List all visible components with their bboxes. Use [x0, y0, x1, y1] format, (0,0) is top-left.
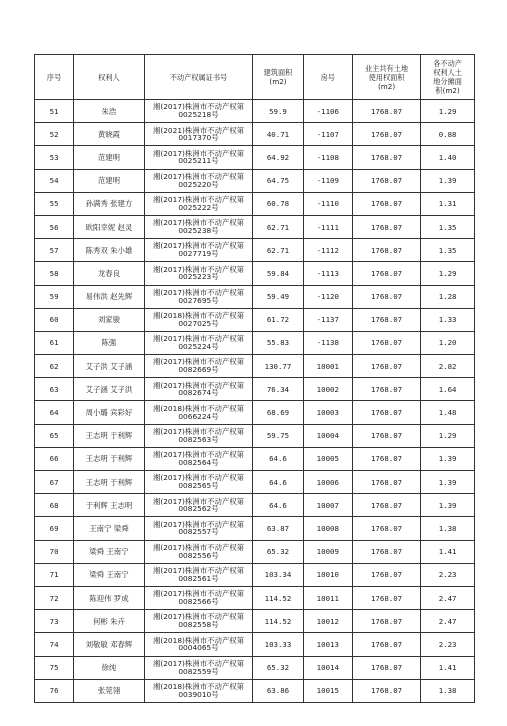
cell-area: 60.78 — [253, 192, 303, 215]
cell-area: 59.75 — [253, 424, 303, 447]
cell-owner: 陈迎伟 罗成 — [74, 586, 145, 609]
cell-cert: 湘(2018)株洲市不动产权第 0004065号 — [144, 633, 253, 656]
cell-cert: 湘(2017)株洲市不动产权第 0082557号 — [144, 517, 253, 540]
cell-land: 1768.07 — [352, 494, 420, 517]
cell-seq: 55 — [35, 192, 74, 215]
cell-room: 10008 — [303, 517, 352, 540]
cell-land: 1768.07 — [352, 517, 420, 540]
cell-room: -1110 — [303, 192, 352, 215]
table-row — [35, 424, 475, 447]
cell-cert: 湘(2017)株洲市不动产权第 0082558号 — [144, 610, 253, 633]
cell-owner: 周小璐 宾彩好 — [74, 401, 145, 424]
cell-cert: 湘(2017)株洲市不动产权第 0082566号 — [144, 586, 253, 609]
cell-share: 1.39 — [421, 447, 475, 470]
cell-room: -1109 — [303, 169, 352, 192]
cell-area: 103.34 — [253, 563, 303, 586]
cell-owner: 孙满秀 张建方 — [74, 192, 145, 215]
header-share: 各不动产 权利人土 地分摊面 积(m2) — [421, 55, 475, 100]
cell-share: 1.31 — [421, 192, 475, 215]
cell-owner: 朱浩 — [74, 100, 145, 123]
cell-area: 65.32 — [253, 656, 303, 679]
cell-area: 64.75 — [253, 169, 303, 192]
cell-owner: 龙春良 — [74, 262, 145, 285]
cell-share: 1.48 — [421, 401, 475, 424]
cell-seq: 72 — [35, 586, 74, 609]
cell-seq: 56 — [35, 215, 74, 238]
table-row — [35, 517, 475, 540]
cell-room: -1138 — [303, 331, 352, 354]
cell-owner: 张莞翎 — [74, 679, 145, 702]
table-body — [35, 100, 475, 703]
cell-cert: 湘(2017)株洲市不动产权第 0025222号 — [144, 192, 253, 215]
cell-cert: 湘(2017)株洲市不动产权第 0025218号 — [144, 100, 253, 123]
cell-seq: 62 — [35, 355, 74, 378]
cell-room: -1111 — [303, 215, 352, 238]
cell-land: 1768.07 — [352, 262, 420, 285]
cell-cert: 湘(2021)株洲市不动产权第 0017370号 — [144, 123, 253, 146]
cell-area: 62.71 — [253, 239, 303, 262]
cell-owner: 王南宁 梁舜 — [74, 517, 145, 540]
cell-land: 1768.07 — [352, 169, 420, 192]
cell-room: 10013 — [303, 633, 352, 656]
cell-seq: 64 — [35, 401, 74, 424]
cell-share: 2.23 — [421, 563, 475, 586]
table-row — [35, 494, 475, 517]
cell-room: -1106 — [303, 100, 352, 123]
table-row — [35, 169, 475, 192]
cell-seq: 63 — [35, 378, 74, 401]
table-row — [35, 633, 475, 656]
cell-seq: 76 — [35, 679, 74, 702]
ownership-table — [34, 54, 475, 703]
cell-area: 114.52 — [253, 586, 303, 609]
cell-seq: 70 — [35, 540, 74, 563]
table-row — [35, 146, 475, 169]
table-row — [35, 285, 475, 308]
cell-land: 1768.07 — [352, 633, 420, 656]
cell-owner: 刘家骏 — [74, 308, 145, 331]
cell-owner: 范建明 — [74, 169, 145, 192]
cell-seq: 69 — [35, 517, 74, 540]
header-owner: 权利人 — [74, 55, 145, 100]
table-row — [35, 401, 475, 424]
cell-owner: 范建明 — [74, 146, 145, 169]
cell-land: 1768.07 — [352, 285, 420, 308]
cell-area: 59.9 — [253, 100, 303, 123]
cell-share: 1.38 — [421, 679, 475, 702]
table-row — [35, 100, 475, 123]
cell-land: 1768.07 — [352, 123, 420, 146]
cell-share: 1.35 — [421, 239, 475, 262]
cell-seq: 75 — [35, 656, 74, 679]
cell-land: 1768.07 — [352, 192, 420, 215]
cell-room: -1112 — [303, 239, 352, 262]
cell-owner: 于利辉 王志明 — [74, 494, 145, 517]
cell-area: 62.71 — [253, 215, 303, 238]
cell-share: 1.33 — [421, 308, 475, 331]
cell-share: 0.88 — [421, 123, 475, 146]
table-row — [35, 262, 475, 285]
table-row — [35, 586, 475, 609]
cell-seq: 67 — [35, 471, 74, 494]
cell-owner: 梁舜 王南宁 — [74, 563, 145, 586]
cell-share: 1.29 — [421, 424, 475, 447]
cell-share: 1.41 — [421, 540, 475, 563]
cell-seq: 51 — [35, 100, 74, 123]
cell-room: -1113 — [303, 262, 352, 285]
cell-owner: 王志明 于利辉 — [74, 424, 145, 447]
cell-seq: 65 — [35, 424, 74, 447]
cell-land: 1768.07 — [352, 146, 420, 169]
table-row — [35, 123, 475, 146]
cell-owner: 欧阳幸妮 赵灵 — [74, 215, 145, 238]
table-row — [35, 656, 475, 679]
cell-land: 1768.07 — [352, 471, 420, 494]
cell-room: 10003 — [303, 401, 352, 424]
cell-share: 1.39 — [421, 471, 475, 494]
cell-room: 10004 — [303, 424, 352, 447]
cell-cert: 湘(2017)株洲市不动产权第 0027719号 — [144, 239, 253, 262]
cell-land: 1768.07 — [352, 239, 420, 262]
cell-owner: 易伟洪 赵先辉 — [74, 285, 145, 308]
cell-room: -1120 — [303, 285, 352, 308]
cell-owner: 黄晓霞 — [74, 123, 145, 146]
header-land: 业主共有土地 使用权面积 (m2) — [352, 55, 420, 100]
cell-cert: 湘(2017)株洲市不动产权第 0082669号 — [144, 355, 253, 378]
cell-area: 63.86 — [253, 679, 303, 702]
cell-room: 10006 — [303, 471, 352, 494]
cell-room: 10010 — [303, 563, 352, 586]
table-row — [35, 215, 475, 238]
cell-room: -1107 — [303, 123, 352, 146]
cell-area: 64.6 — [253, 447, 303, 470]
cell-seq: 61 — [35, 331, 74, 354]
table-row — [35, 540, 475, 563]
cell-cert: 湘(2017)株洲市不动产权第 0082565号 — [144, 471, 253, 494]
header-seq: 序号 — [35, 55, 74, 100]
cell-land: 1768.07 — [352, 610, 420, 633]
cell-land: 1768.07 — [352, 447, 420, 470]
cell-land: 1768.07 — [352, 563, 420, 586]
cell-share: 1.20 — [421, 331, 475, 354]
cell-room: 10011 — [303, 586, 352, 609]
cell-seq: 58 — [35, 262, 74, 285]
table-row — [35, 378, 475, 401]
cell-seq: 74 — [35, 633, 74, 656]
cell-seq: 73 — [35, 610, 74, 633]
cell-area: 63.87 — [253, 517, 303, 540]
cell-room: -1108 — [303, 146, 352, 169]
cell-cert: 湘(2017)株洲市不动产权第 0082674号 — [144, 378, 253, 401]
cell-seq: 60 — [35, 308, 74, 331]
cell-seq: 66 — [35, 447, 74, 470]
cell-cert: 湘(2017)株洲市不动产权第 0027695号 — [144, 285, 253, 308]
cell-land: 1768.07 — [352, 424, 420, 447]
cell-area: 64.92 — [253, 146, 303, 169]
cell-cert: 湘(2017)株洲市不动产权第 0082563号 — [144, 424, 253, 447]
cell-area: 61.72 — [253, 308, 303, 331]
cell-land: 1768.07 — [352, 308, 420, 331]
table-row — [35, 447, 475, 470]
cell-share: 2.82 — [421, 355, 475, 378]
cell-owner: 陈强 — [74, 331, 145, 354]
cell-land: 1768.07 — [352, 215, 420, 238]
cell-owner: 艾子洪 艾子涵 — [74, 355, 145, 378]
cell-seq: 68 — [35, 494, 74, 517]
cell-share: 1.29 — [421, 262, 475, 285]
cell-area: 40.71 — [253, 123, 303, 146]
cell-share: 1.64 — [421, 378, 475, 401]
cell-cert: 湘(2017)株洲市不动产权第 0082559号 — [144, 656, 253, 679]
table-row — [35, 679, 475, 702]
cell-seq: 59 — [35, 285, 74, 308]
cell-land: 1768.07 — [352, 401, 420, 424]
cell-cert: 湘(2017)株洲市不动产权第 0025223号 — [144, 262, 253, 285]
table-row — [35, 610, 475, 633]
cell-seq: 53 — [35, 146, 74, 169]
cell-owner: 何彬 朱卉 — [74, 610, 145, 633]
cell-owner: 艾子涵 艾子洪 — [74, 378, 145, 401]
cell-seq: 71 — [35, 563, 74, 586]
cell-cert: 湘(2018)株洲市不动产权第 0066224号 — [144, 401, 253, 424]
cell-owner: 梁舜 王南宁 — [74, 540, 145, 563]
cell-area: 59.49 — [253, 285, 303, 308]
cell-cert: 湘(2018)株洲市不动产权第 0027025号 — [144, 308, 253, 331]
cell-share: 2.47 — [421, 586, 475, 609]
header-room: 房号 — [303, 55, 352, 100]
cell-land: 1768.07 — [352, 331, 420, 354]
table-row — [35, 355, 475, 378]
cell-cert: 湘(2017)株洲市不动产权第 0025211号 — [144, 146, 253, 169]
header-area: 建筑面积 (m2) — [253, 55, 303, 100]
cell-owner: 徐纯 — [74, 656, 145, 679]
cell-room: 10009 — [303, 540, 352, 563]
cell-room: 10012 — [303, 610, 352, 633]
cell-seq: 57 — [35, 239, 74, 262]
cell-owner: 王志明 于利辉 — [74, 447, 145, 470]
cell-room: 10015 — [303, 679, 352, 702]
cell-owner: 刘敬敏 邓春辉 — [74, 633, 145, 656]
cell-cert: 湘(2017)株洲市不动产权第 0082564号 — [144, 447, 253, 470]
cell-area: 130.77 — [253, 355, 303, 378]
cell-share: 1.29 — [421, 100, 475, 123]
cell-share: 1.28 — [421, 285, 475, 308]
cell-cert: 湘(2017)株洲市不动产权第 0025224号 — [144, 331, 253, 354]
cell-share: 1.39 — [421, 494, 475, 517]
cell-room: 10001 — [303, 355, 352, 378]
cell-share: 1.41 — [421, 656, 475, 679]
cell-cert: 湘(2017)株洲市不动产权第 0082562号 — [144, 494, 253, 517]
cell-area: 65.32 — [253, 540, 303, 563]
cell-share: 1.35 — [421, 215, 475, 238]
cell-cert: 湘(2017)株洲市不动产权第 0025238号 — [144, 215, 253, 238]
cell-land: 1768.07 — [352, 656, 420, 679]
cell-cert: 湘(2018)株洲市不动产权第 0039010号 — [144, 679, 253, 702]
cell-area: 55.83 — [253, 331, 303, 354]
cell-share: 2.23 — [421, 633, 475, 656]
cell-share: 1.38 — [421, 517, 475, 540]
cell-room: 10014 — [303, 656, 352, 679]
cell-room: 10007 — [303, 494, 352, 517]
header-row — [35, 55, 475, 100]
cell-cert: 湘(2017)株洲市不动产权第 0025220号 — [144, 169, 253, 192]
cell-owner: 陈秀双 朱小雄 — [74, 239, 145, 262]
table-row — [35, 308, 475, 331]
table-row — [35, 563, 475, 586]
cell-area: 64.6 — [253, 471, 303, 494]
cell-land: 1768.07 — [352, 586, 420, 609]
cell-land: 1768.07 — [352, 100, 420, 123]
cell-cert: 湘(2017)株洲市不动产权第 0082561号 — [144, 563, 253, 586]
cell-area: 59.84 — [253, 262, 303, 285]
cell-land: 1768.07 — [352, 355, 420, 378]
cell-area: 114.52 — [253, 610, 303, 633]
cell-area: 68.69 — [253, 401, 303, 424]
table-row — [35, 471, 475, 494]
cell-area: 103.33 — [253, 633, 303, 656]
cell-room: 10002 — [303, 378, 352, 401]
cell-land: 1768.07 — [352, 540, 420, 563]
header-cert: 不动产权属证书号 — [144, 55, 253, 100]
table-row — [35, 239, 475, 262]
cell-seq: 52 — [35, 123, 74, 146]
cell-owner: 王志明 于利辉 — [74, 471, 145, 494]
cell-area: 64.6 — [253, 494, 303, 517]
table-row — [35, 192, 475, 215]
cell-room: -1137 — [303, 308, 352, 331]
cell-seq: 54 — [35, 169, 74, 192]
cell-land: 1768.07 — [352, 378, 420, 401]
table-row — [35, 331, 475, 354]
cell-land: 1768.07 — [352, 679, 420, 702]
cell-room: 10005 — [303, 447, 352, 470]
cell-share: 2.47 — [421, 610, 475, 633]
cell-share: 1.39 — [421, 169, 475, 192]
cell-share: 1.40 — [421, 146, 475, 169]
cell-cert: 湘(2017)株洲市不动产权第 0082556号 — [144, 540, 253, 563]
cell-area: 76.34 — [253, 378, 303, 401]
